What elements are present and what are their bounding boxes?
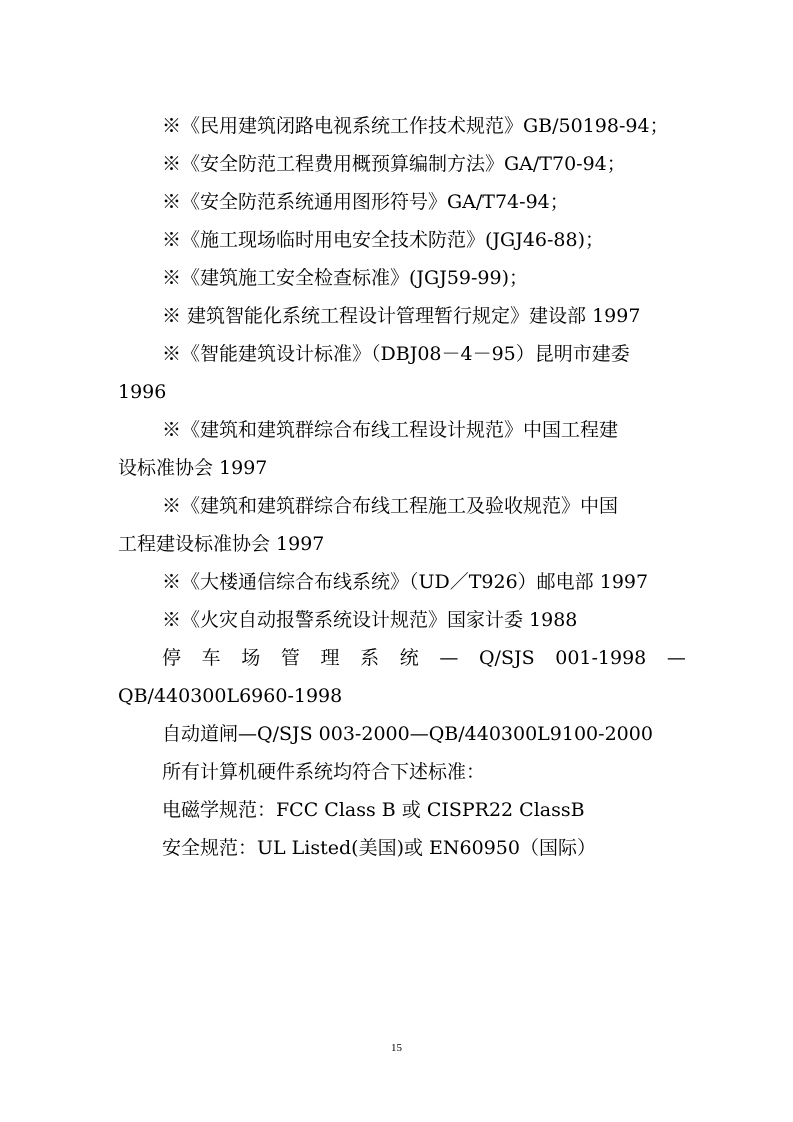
standard-line-9-continued: 工程建设标准协会 1997 [118,533,325,555]
standard-line-3: ※《安全防范系统通用图形符号》GA/T74-94； [162,191,569,213]
standard-line-7: ※《智能建筑设计标准》（DBJ08－4－95）昆明市建委 [162,343,630,365]
parking-part-10: 001-1998 [555,647,647,669]
parking-part-7: 统 [399,647,419,669]
parking-system-line-continued: QB/440300L6960-1998 [118,685,343,707]
parking-system-line [118,639,686,677]
standard-line-11: ※《火灾自动报警系统设计规范》国家计委 1988 [162,609,578,631]
page-number: 15 [391,1042,402,1054]
emc-line: 电磁学规范：FCC Class B 或 CISPR22 ClassB [162,799,585,821]
document-body [118,107,686,867]
standard-line-6: ※ 建筑智能化系统工程设计管理暂行规定》建设部 1997 [162,305,641,327]
standard-line-7-continued: 1996 [118,381,167,403]
standard-line-8: ※《建筑和建筑群综合布线工程设计规范》中国工程建 [162,419,619,441]
standard-line-2: ※《安全防范工程费用概预算编制方法》GA/T70-94； [162,153,626,175]
standard-line-8-continued: 设标准协会 1997 [118,457,268,479]
parking-part-1: 停 [162,647,182,669]
parking-part-3: 场 [241,647,261,669]
parking-part-9: Q/SJS [478,647,535,669]
parking-part-4: 管 [280,647,300,669]
standard-line-9: ※《建筑和建筑群综合布线工程施工及验收规范》中国 [162,495,619,517]
safety-line: 安全规范：UL Listed(美国)或 EN60950（国际） [162,837,596,859]
standard-line-4: ※《施工现场临时用电安全技术防范》(JGJ46-88)； [162,229,605,251]
hardware-line: 所有计算机硬件系统均符合下述标准： [162,761,486,783]
parking-part-5: 理 [320,647,340,669]
parking-part-11: — [666,647,686,669]
parking-part-6: 系 [360,647,380,669]
standard-line-10: ※《大楼通信综合布线系统》（UD／T926）邮电部 1997 [162,571,649,593]
standard-line-5: ※《建筑施工安全检查标准》(JGJ59-99)； [162,267,529,289]
parking-part-2: 车 [201,647,221,669]
parking-part-8: — [439,647,459,669]
gate-line: 自动道闸—Q/SJS 003-2000—QB/440300L9100-2000 [162,723,653,745]
standard-line-1: ※《民用建筑闭路电视系统工作技术规范》GB/50198-94； [162,115,669,137]
